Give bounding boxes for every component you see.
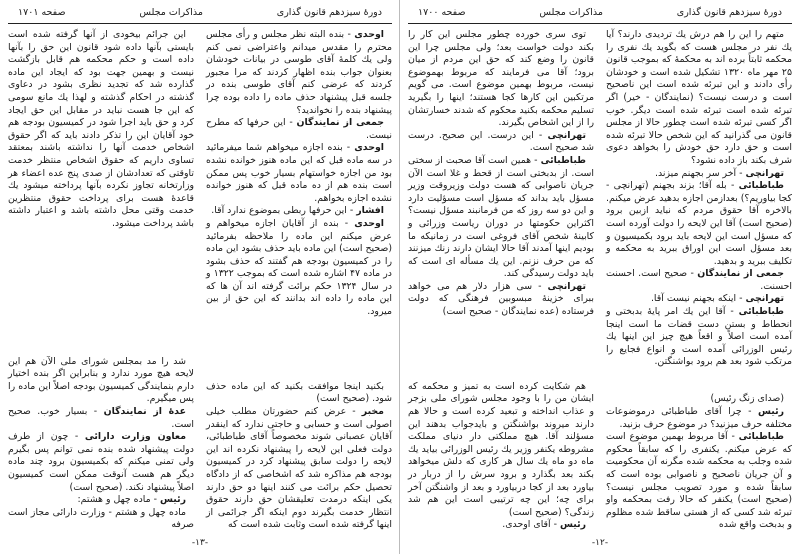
- text-column: [206, 29, 392, 532]
- speech-paragraph: [408, 130, 594, 155]
- speech-text: ماده چهل و هشتم:: [77, 494, 151, 506]
- page-number: صفحه ۱۷۰۱: [18, 7, 66, 18]
- speech-paragraph: [606, 431, 792, 532]
- speech-paragraph: [8, 29, 194, 231]
- dash: -: [726, 180, 739, 192]
- column-top-block: [606, 29, 792, 369]
- speech-text: ماده چهل و هشتم - وزارت دارائی مجاز است صرفه: [8, 506, 194, 531]
- speaker-name: اوحدی: [354, 142, 384, 154]
- speech-paragraph: [606, 293, 792, 306]
- speech-paragraph: [408, 519, 594, 532]
- column-bottom-block: [408, 381, 594, 532]
- speech-paragraph: [206, 205, 392, 218]
- speech-paragraph: [206, 142, 392, 205]
- column-bottom-block: [206, 381, 392, 532]
- speech-paragraph: [408, 155, 594, 281]
- speaker-name: رئیس: [758, 406, 784, 418]
- dash: -: [346, 406, 362, 418]
- dash: -: [68, 431, 85, 443]
- text-column: [8, 29, 194, 532]
- text-column: [606, 29, 792, 532]
- speaker-name: طباطبائی: [738, 180, 784, 192]
- speaker-name: عدهٔ از نمایندگان: [103, 406, 187, 418]
- speaker-name: جمعی از نمایندگان: [296, 117, 384, 129]
- speaker-name: مخبر: [361, 406, 384, 418]
- dash: -: [150, 494, 160, 506]
- speech-paragraph: [606, 168, 792, 181]
- speaker-name: افشار: [356, 205, 384, 217]
- running-title: مذاکرات مجلس: [139, 7, 203, 18]
- column-bottom-block: [8, 356, 194, 532]
- speech-text: توی سری خورده چطور مجلس این کار را بکند دولت خواست بعد؛ ولی مجلس چرا این قانون را وضع کند که حق این مردم از میان برود؛ آقا می فرمایند که مربوط بهموضوع نیست، مربوط بهمین موضوع است. می گویم مرتکبین این کارها کجا هستند؛ اینها را بگیرید تسلیم محکمه بکنید محکوم که شدند خسارتشان را از این اشخاص بگیرند.: [408, 29, 594, 129]
- speaker-name: معاون وزارت دارائی: [84, 431, 187, 443]
- speech-text: این جرائم بیخودی از آنها گرفته شده است بایستی بآنها داده شود قانون این حق را بآنها داده است و حکم محکمه هم قابل بازگشت نیست و بهمین جهت بود که ایجاد این ماده گذارده شد که تجدید نظری بشود در دعاوی گذشته در احکام گذشته و لهذا یك مانع سومی که این جا هست نباید در مقابل این حق ایجاد کرد و حق باید اجرا شود در کمیسیون بودجه هم خود آقایان این را تذکر دادند باید که اگر حقوق اشخاص خدمت آنها را نداشته باشند بمعتقد تساوی داریم که حقوق اشخاص منتظر خدمت تاوقتی که تعدادشان از صدی پنج عده اعضاء هر وزارتخانه تجاوز نکرده بآنها پرداخته میشود یك قاعدهٔ هست برای پرداخت حقوق منتظرین خدمت وقتی محل داشته باشد و اعتبار داشته باشد پرداخت میشود.: [8, 29, 194, 229]
- folio-number: -۱۳-: [191, 538, 209, 548]
- speech-text: آخر سر بجهنم میزند.: [655, 167, 737, 179]
- speech-text: متهم را این را هم درش یك تردیدی دارند؟ آیا یك نفر در مجلس هست که بگوید یك نفری را محکمه ثابتاً برده اند به محکمهٔ که بموجب قانون ۲۵ مهر ماه ۱۳۲۰ تشکیل شده است و خودشان رأی دادند و این تبرئه شده است این ناصحیح است و درست نیست؟ (نمایندگان - خیر) اگر تبرئه شده است تبرئه شده است دیگر. خوب اگر کسی تبرئه شده است چطور حالا از مجلس قانون می گذرانید که این شخص حالا تبرئه شده است و حق دارد حق خودش را بخواهد دعوی شرف بکند باز داده نشود؟: [606, 29, 792, 166]
- speech-text: هم شکایت کرده است به تمیز و محکمه که ایشان من را با وجود مجلس شورای ملی بزجر و عذاب انداخته و تبعید کرده است و حالا هم دارند میروند بواشنگتن و بایدجواب بدهند این مسؤلند آقا. هیچ مملکتی دار دنیای مملکت مشروطه یکنفر وزیر یك رئیس الوزرائی بیاید یك ماه دو ماه یك سال هر کاری که دلش میخواهد بکند بعد بگذارد و برود سرش را از دربار در بیاورد بعد از کجا دربیاورد و بعد از واشنگتن آخر برای چه؛ این چه ترتیبی است این هم شد زندگی؟ (صحیح است): [408, 380, 594, 518]
- speech-text: بله آقا؛ بزند بجهنم (تهرانچی - کجا بیاوریم؟) بعدازمن اجازه بدهید عرض میکنم. بالاخره آقا حقوق مردم که نباید ازبین برود (صحیح است) آقا این لایحه را دولت آورده است که مسؤل است این لایحه باید برود بکمیسیون و بعد مسؤل است این اوراق ببرید به محکمه و تکلیف ببرید و بدهید.: [606, 180, 792, 267]
- dash: -: [725, 306, 739, 318]
- column-top-block: [206, 29, 392, 319]
- column-bottom-block: [606, 393, 792, 532]
- speech-text: آقا مربوط بهمین موضوع است که عرض میکنم. یکنفری را که سابقاً محکوم شده وجلب به محکمه شده مگرنه آن محکومیت و آن جریان ناصحیح و ناصوابی بوده است که سابقاً شده و مورد تصویب مجلس نیست؟ (صحیح است) یکنفر که حالا رفت بمحکمه واو تبرئه شد کسی که از هستی ساقط شده مظلوم و بدبخت واقع شده: [606, 431, 792, 531]
- speech-paragraph: [206, 218, 392, 319]
- speech-paragraph: [408, 281, 594, 319]
- speech-text: آقای اوحدی.: [502, 519, 551, 531]
- speech-paragraph: [8, 431, 194, 494]
- dash: -: [736, 293, 746, 305]
- dash: -: [285, 117, 297, 129]
- speaker-name: طباطبائی: [540, 154, 586, 166]
- page-1700: [400, 0, 800, 554]
- speech-text: صحیح است. احسنت احسنت.: [606, 268, 792, 292]
- speech-paragraph: [8, 406, 194, 431]
- folio-number: -۱۲-: [591, 538, 609, 548]
- speaker-name: تهرانچی: [745, 293, 784, 305]
- dash: -: [736, 167, 746, 179]
- speech-text: این درست. این صحیح. درست شد صحیح است.: [408, 129, 594, 154]
- dash: -: [338, 217, 355, 229]
- column-top-block: [8, 29, 194, 231]
- dash: -: [344, 29, 355, 40]
- session-period: دورهٔ سیزدهم قانون گذاری: [276, 7, 382, 18]
- dash: -: [741, 406, 758, 418]
- dash: -: [531, 154, 541, 166]
- speech-text: سی هزار دلار هم می خواهد ببرای خزینهٔ مبسوبین فرهنگی که دولت فرستاده (عده نمایندگان - صحیح است): [408, 280, 594, 318]
- speech-text: چرا آقای طباطبائی درموضوعات مختلفه حرف میزنید؟ در موضوع حرف بزنید.: [606, 406, 792, 430]
- speech-paragraph: [606, 393, 792, 406]
- running-title: مذاکرات مجلس: [539, 7, 603, 18]
- speech-text: شد را مد بمجلس شورای ملی الآن هم این لایحه هیچ مورد ندارد و بنابراین اگر بنده اختیار دارم بنمایندگی کمیسیون بودجه اصلاً این ماده را پس میگیرم.: [8, 355, 194, 405]
- dash: -: [727, 431, 739, 443]
- speech-text: چون از طرف دولت پیشنهاد شده بنده نمی توانم پس بگیرم ولی تمنی میکنم که بکمیسیون برود چند ماده دیگر هم هست آنوقت ممکن است کمیسیون اصلاً پیشنهاد نکند. (صحیح است): [8, 431, 194, 493]
- speech-paragraph: [206, 29, 392, 117]
- speaker-name: رئیس: [160, 494, 186, 506]
- dash: -: [346, 205, 357, 217]
- speech-paragraph: [206, 381, 392, 406]
- speech-text: بنده از آقایان اجازه میخواهم و عرض میکنم این ماده را ملاحظه بفرمائید (صحیح است) این ماده باید حذف بشود این ماده را در کمیسیون بودجه هم گفتند که حذف بشود در ماده ۴۷ اشاره شده است که بموجب ۱۳۲۲ و در سال ۱۳۲۴ حکم برائت گرفته اند آن ها که این ماده را داده اند بدانند که این حق از بین میرود.: [206, 217, 392, 318]
- column-row: [408, 29, 792, 532]
- speaker-name: تهرانچی: [547, 280, 587, 292]
- speech-text: عرض کنم حضورتان مطلب خیلی اصولی است و حسابی و حاجتی ندارد که اینقدر آقایان عصبانی شوند مخصوصاً آقای طباطبائی، دولت فعلی این لایحه را پیشنهاد نکرده اند این لایحه را دولت سابق پیشنهاد کرد در کمیسیون بودجه هم مذاکره شد که اشخاصی که از دادگاه تحصیل حکم برائت می کنند اینها دو حق دارند یکی اینکه درمدت تعلیقشان حق دارند حقوق انتظار خدمت بگیرند دوم اینکه اگر جرائمی از اینها گرفته شده است وثابت شده است که: [206, 406, 392, 531]
- speech-text: بنده اجازه میخواهم شما میفرمائید در سه ماده قبل که این ماده هنوز خوانده نشده بود من اجازه خواستهام بسیار خوب پس ممکن است بنده هم از ده ماده قبل که هنوز خوانده نشده اجازه بخواهم.: [206, 142, 392, 204]
- speaker-name: اوحدی: [354, 217, 384, 229]
- running-header: [8, 6, 392, 24]
- speaker-name: جمعی از نمایندگان: [697, 268, 784, 280]
- speech-text: اینکه بجهنم نیست آقا.: [650, 293, 737, 305]
- speech-paragraph: [408, 381, 594, 520]
- dash: -: [687, 268, 698, 280]
- session-period: دورهٔ سیزدهم قانون گذاری: [676, 7, 782, 18]
- speech-paragraph: [8, 356, 194, 406]
- speech-text: (صدای زنگ رئیس): [710, 393, 784, 405]
- speaker-name: تهرانچی: [745, 167, 784, 179]
- speech-paragraph: [206, 406, 392, 532]
- dash: -: [550, 519, 560, 531]
- speech-text: بکنید اینجا موافقت بکنید که این ماده حذف شود. (صحیح است): [206, 380, 392, 405]
- page-number: صفحه ۱۷۰۰: [418, 7, 466, 18]
- column-top-block: [408, 29, 594, 319]
- speech-paragraph: [206, 117, 392, 142]
- speech-paragraph: [606, 406, 792, 431]
- speech-paragraph: [408, 29, 594, 130]
- speech-paragraph: [8, 494, 194, 507]
- dash: -: [532, 280, 548, 292]
- text-column: [408, 29, 594, 532]
- speaker-name: رئیس: [560, 519, 586, 531]
- speech-paragraph: [606, 180, 792, 268]
- running-header: [408, 6, 792, 24]
- speech-text: بنده البته نظر مجلس و رأی مجلس محترم را مقدس میدانم واعتراضی نمی کنم ولی یك کلمهٔ آقای طوسی در بیانات خودشان بعنوان جواب بنده اظهار کردند که مرا مجبور کردند که عرضی کنم آقای طوسی بنده در جلسه قبل پیشنهاد حذف ماده را داده بوده چرا پیشنهاد بنده را نخواندید؟: [206, 29, 392, 116]
- speech-paragraph: [606, 29, 792, 168]
- dash: -: [342, 142, 355, 154]
- speech-text: این حرفها که مطرح نیست.: [206, 117, 392, 141]
- dash: -: [87, 406, 104, 418]
- speaker-name: اوحدی: [354, 29, 384, 40]
- column-row: [8, 29, 392, 532]
- speech-text: این حرفها ربطی بموضوع ندارد آقا.: [211, 205, 347, 217]
- speech-text: بسیار خوب. صحیح است.: [8, 406, 194, 430]
- speaker-name: تهرانچی: [547, 129, 586, 141]
- speech-text: همین است آقا صحبت از سختی است. از بدبختی است از قحط و غلا است الآن جریان ناصوابی که هست دولت وزیروقت وزیر مسؤل باید بداند که مسؤل است مسؤلیت دارد و این دو سه روز که من فرمانبند مسؤل نیست؟ اکثراین حکومتها در دوران ریاست وزرائی و کابینهٔ شخص آقای فروغی است در زمانیکه ما بودیم اینها آمدند آقا حالا ایشان دارند زنك میزنند که من حرف نزنم. این یك مسأله ای است که باید دولت رسیدگی کند.: [408, 154, 594, 280]
- dash: -: [533, 129, 548, 141]
- speech-text: آقا این یك امر پایهٔ بدبختی و انحطاط و بستن دست قضات ما است اینجا آمده است اصلاً و اقعاً هیچ چیز این اینها یك رئیس الوزرائی آمده است و انواع فجایع را مرتکب شود بعد هم برود بواشنگتن.: [606, 306, 792, 368]
- speech-paragraph: [8, 507, 194, 532]
- speaker-name: طباطبائی: [738, 431, 784, 443]
- speech-paragraph: [606, 306, 792, 369]
- speech-paragraph: [606, 268, 792, 293]
- speaker-name: طباطبائی: [738, 306, 785, 318]
